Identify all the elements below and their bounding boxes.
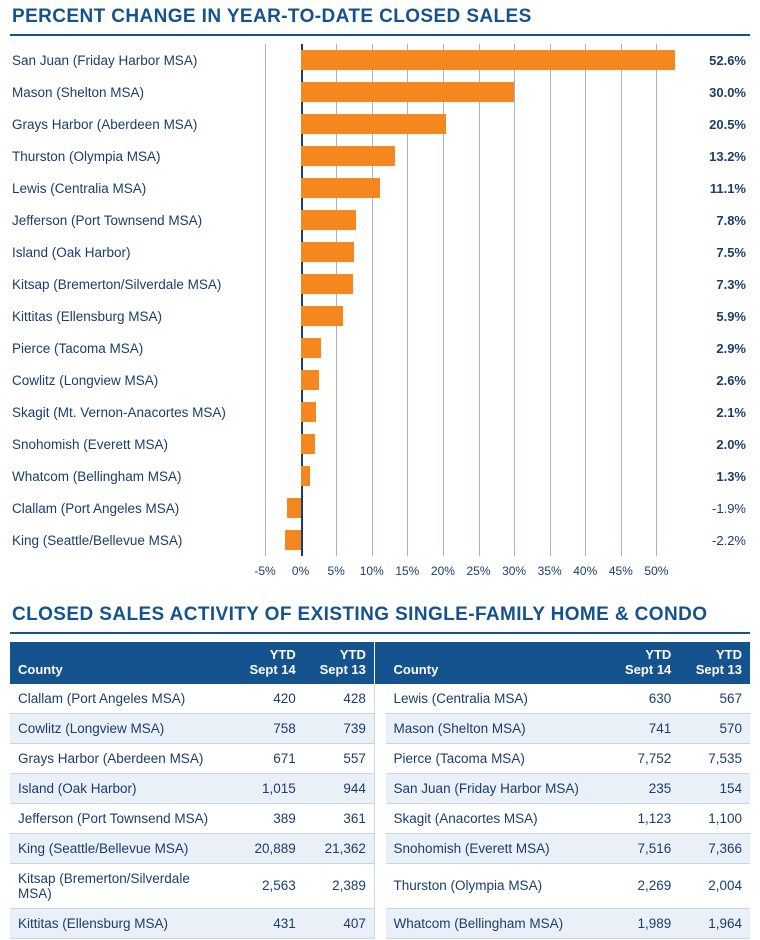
header-ytd-label: YTD [716,647,742,662]
chart-row [10,140,750,172]
table-column-divider [374,908,385,938]
chart-row-plot [265,300,692,332]
chart-row [10,172,750,204]
chart-row-label: Kittitas (Ellensburg MSA) [12,308,163,324]
chart-bar [301,50,675,70]
axis-tick-label: 15% [395,564,420,578]
cell-county-right: Mason (Shelton MSA) [386,713,609,743]
chart-row-label: Clallam (Port Angeles MSA) [12,500,180,516]
table-column-divider [374,684,385,714]
axis-tick-label: 50% [644,564,669,578]
cell-sept13-left: 2,389 [304,863,375,908]
header-ytd-sept13-right [679,642,750,684]
table-row [10,684,750,714]
cell-sept14-right: 630 [609,684,680,714]
chart-row-value: 2.0% [716,436,746,452]
chart-row-value: 2.9% [716,340,746,356]
cell-sept14-left: 1,015 [233,773,304,803]
chart-bar [301,370,320,390]
cell-county-left: Kittitas (Ellensburg MSA) [10,908,233,938]
chart-row [10,364,750,396]
chart-row-plot [265,204,692,236]
chart-row [10,492,750,524]
cell-sept13-left: 407 [304,908,375,938]
chart-bar [301,466,310,486]
table-section-title: CLOSED SALES ACTIVITY OF EXISTING SINGLE-FAMILY HOME & CONDO [10,598,750,634]
table-row [10,713,750,743]
chart-row-value: 52.6% [709,52,746,68]
axis-tick-label: -5% [254,564,276,578]
cell-county-left: Cowlitz (Longview MSA) [10,713,233,743]
cell-sept14-right: 1,989 [609,908,680,938]
cell-sept13-right: 7,366 [679,833,750,863]
chart-row-plot [265,108,692,140]
table-row [10,833,750,863]
chart-row-label: Whatcom (Bellingham MSA) [12,468,182,484]
chart-bar [301,274,353,294]
chart-bar [301,178,380,198]
chart-row-value: 1.3% [716,468,746,484]
table-column-divider [374,833,385,863]
chart-bar [301,114,447,134]
cell-county-left: Grays Harbor (Aberdeen MSA) [10,743,233,773]
cell-county-left: Kitsap (Bremerton/Silverdale MSA) [10,863,233,908]
header-sept14-label: Sept 14 [625,661,672,677]
cell-county-right: San Juan (Friday Harbor MSA) [386,773,609,803]
cell-county-left: Jefferson (Port Townsend MSA) [10,803,233,833]
chart-bar [287,498,301,518]
cell-sept14-left: 20,889 [233,833,304,863]
chart-row [10,76,750,108]
cell-county-right: Whatcom (Bellingham MSA) [386,908,609,938]
chart-row-value: 11.1% [709,180,746,196]
chart-section-title: PERCENT CHANGE IN YEAR-TO-DATE CLOSED SALES [10,0,750,36]
cell-sept13-left: 361 [304,803,375,833]
chart-row-label: Grays Harbor (Aberdeen MSA) [12,116,198,132]
chart-bar [301,434,315,454]
chart-row [10,236,750,268]
chart-row [10,300,750,332]
chart-row-plot [265,44,692,76]
cell-sept13-left: 739 [304,713,375,743]
cell-sept13-left: 21,362 [304,833,375,863]
chart-row-plot [265,140,692,172]
header-ytd-sept14-right [609,642,680,684]
table-row [10,743,750,773]
header-ytd-label: YTD [269,647,296,662]
chart-row-plot [265,524,692,556]
table-column-divider [374,642,385,684]
chart-row-label: Island (Oak Harbor) [12,244,131,260]
chart-row-plot [265,332,692,364]
chart-row-value: 13.2% [709,148,746,164]
axis-tick-label: 30% [502,564,527,578]
cell-sept14-left: 389 [233,803,304,833]
axis-tick-label: 35% [537,564,562,578]
cell-sept13-left: 557 [304,743,375,773]
chart-row [10,396,750,428]
chart-row [10,332,750,364]
axis-tick-label: 20% [430,564,455,578]
table-column-divider [374,713,385,743]
cell-sept13-right: 154 [679,773,750,803]
chart-bar-rows [10,44,750,556]
cell-sept13-left: 944 [304,773,375,803]
chart-row-plot [265,396,692,428]
chart-bar [301,146,395,166]
table-column-divider [374,743,385,773]
table-section [10,598,750,939]
header-sept14-label: Sept 14 [249,661,296,677]
chart-row [10,460,750,492]
chart-row-label: Lewis (Centralia MSA) [12,180,147,196]
cell-sept14-left: 758 [233,713,304,743]
chart-row [10,268,750,300]
table-body [10,684,750,939]
table-row [10,908,750,938]
chart-row-plot [265,364,692,396]
cell-county-right: Lewis (Centralia MSA) [386,684,609,714]
table-row [10,863,750,908]
chart-row-label: Mason (Shelton MSA) [12,84,145,100]
cell-sept14-right: 2,269 [609,863,680,908]
cell-sept13-left: 428 [304,684,375,714]
chart-row [10,428,750,460]
cell-sept13-right: 7,535 [679,743,750,773]
chart-row-plot [265,428,692,460]
chart-row-plot [265,172,692,204]
chart-bar [301,210,357,230]
chart-row [10,44,750,76]
chart-row-label: Skagit (Mt. Vernon-Anacortes MSA) [12,404,226,420]
header-county-left: County [10,642,233,684]
chart-row-label: Cowlitz (Longview MSA) [12,372,159,388]
cell-county-left: King (Seattle/Bellevue MSA) [10,833,233,863]
table-column-divider [374,863,385,908]
cell-county-right: Skagit (Anacortes MSA) [386,803,609,833]
percent-change-chart [10,44,750,584]
cell-sept13-right: 2,004 [679,863,750,908]
chart-row-plot [265,492,692,524]
cell-sept14-left: 671 [233,743,304,773]
cell-county-right: Thurston (Olympia MSA) [386,863,609,908]
chart-row [10,524,750,556]
axis-tick-label: 10% [359,564,384,578]
axis-tick-label: 40% [573,564,598,578]
cell-sept14-left: 2,563 [233,863,304,908]
cell-sept14-left: 420 [233,684,304,714]
chart-row-plot [265,460,692,492]
chart-row [10,108,750,140]
chart-bar [301,338,322,358]
header-ytd-label: YTD [339,647,366,662]
chart-bar [301,242,354,262]
chart-row-label: Thurston (Olympia MSA) [12,148,161,164]
table-column-divider [374,803,385,833]
chart-row-value: -2.2% [712,532,746,548]
cell-county-left: Clallam (Port Angeles MSA) [10,684,233,714]
chart-row [10,204,750,236]
header-sept13-label: Sept 13 [695,661,742,677]
chart-bar [301,402,316,422]
cell-sept13-right: 1,964 [679,908,750,938]
axis-tick-label: 45% [608,564,633,578]
chart-row-value: 2.1% [716,404,746,420]
cell-sept13-right: 570 [679,713,750,743]
chart-x-axis [254,560,692,584]
cell-sept13-right: 1,100 [679,803,750,833]
axis-tick-label: 5% [327,564,345,578]
chart-row-value: 7.5% [716,244,746,260]
cell-sept14-right: 741 [609,713,680,743]
header-ytd-label: YTD [645,647,672,662]
chart-row-label: San Juan (Friday Harbor MSA) [12,52,198,68]
chart-row-value: 5.9% [716,308,746,324]
header-sept13-label: Sept 13 [319,661,366,677]
cell-county-right: Pierce (Tacoma MSA) [386,743,609,773]
cell-sept14-right: 7,516 [609,833,680,863]
chart-row-plot [265,76,692,108]
chart-row-label: Kitsap (Bremerton/Silverdale MSA) [12,276,222,292]
chart-row-value: 2.6% [716,372,746,388]
chart-bar [285,530,301,550]
chart-row-value: 7.8% [716,212,746,228]
table-column-divider [374,773,385,803]
chart-row-value: -1.9% [712,500,746,516]
chart-row-value: 7.3% [716,276,746,292]
header-ytd-sept13-left [304,642,375,684]
header-county-right: County [386,642,609,684]
header-ytd-sept14-left [233,642,304,684]
cell-sept14-right: 7,752 [609,743,680,773]
chart-row-plot [265,236,692,268]
cell-sept14-left: 431 [233,908,304,938]
cell-sept14-right: 235 [609,773,680,803]
chart-row-label: Pierce (Tacoma MSA) [12,340,144,356]
table-header-row [10,642,750,684]
cell-county-left: Island (Oak Harbor) [10,773,233,803]
closed-sales-table [10,642,750,939]
axis-tick-label: 0% [291,564,310,578]
chart-bar [301,306,343,326]
chart-row-label: Jefferson (Port Townsend MSA) [12,212,203,228]
cell-county-right: Snohomish (Everett MSA) [386,833,609,863]
chart-bar [301,82,515,102]
chart-row-label: King (Seattle/Bellevue MSA) [12,532,183,548]
table-row [10,773,750,803]
chart-row-value: 20.5% [709,116,746,132]
cell-sept13-right: 567 [679,684,750,714]
chart-row-label: Snohomish (Everett MSA) [12,436,169,452]
axis-tick-label: 25% [466,564,491,578]
chart-row-plot [265,268,692,300]
chart-row-value: 30.0% [709,84,746,100]
cell-sept14-right: 1,123 [609,803,680,833]
table-row [10,803,750,833]
